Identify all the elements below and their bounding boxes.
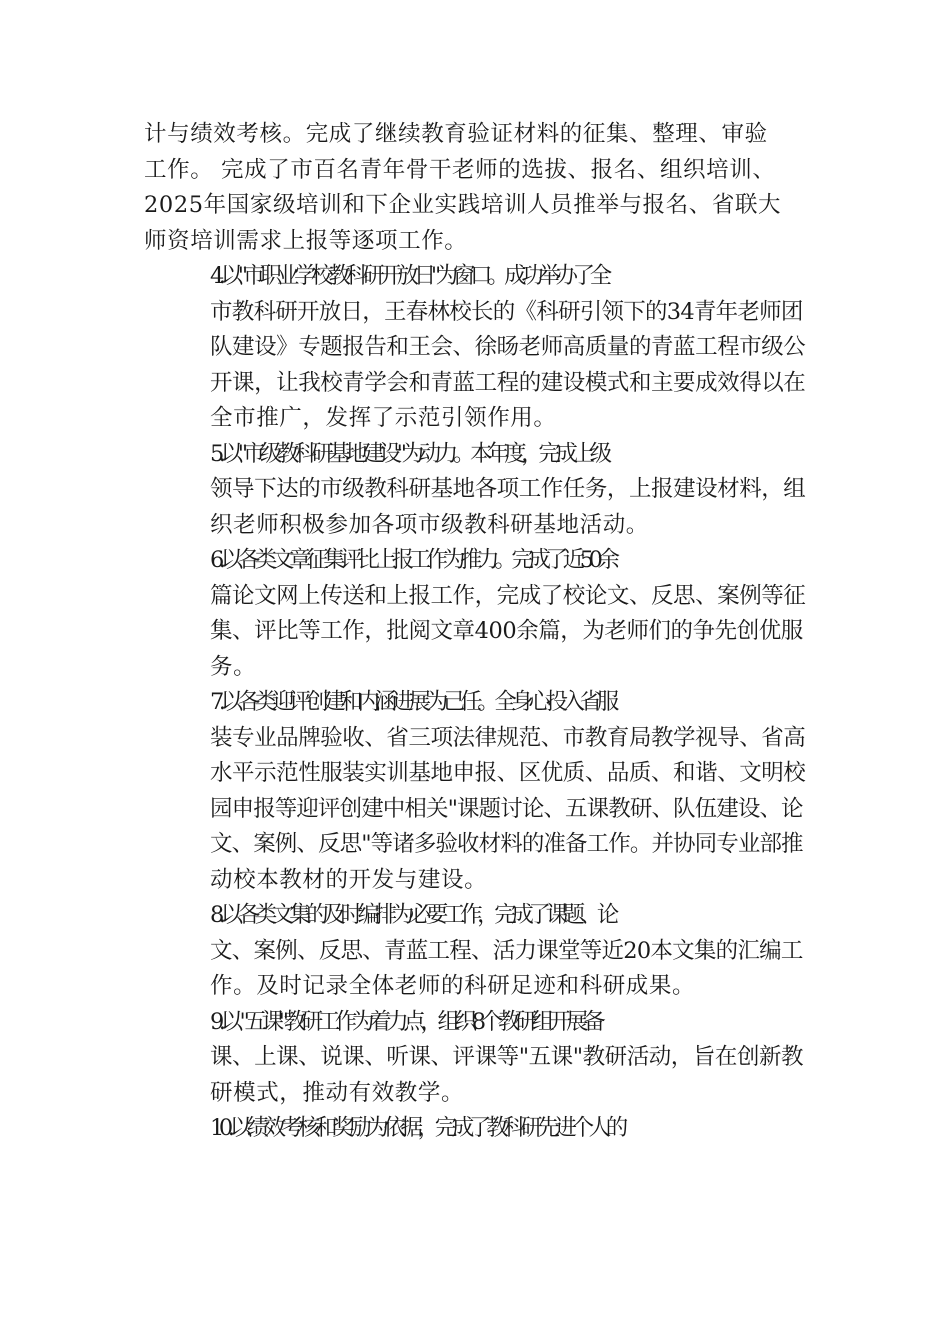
text-line: 务。 xyxy=(210,653,257,680)
text-line: 水平示范性服装实训基地申报、区优质、品质、和谐、文明校 xyxy=(210,760,806,786)
text-line: 计与绩效考核。完成了继续教育验证材料的征集、整理、审验 xyxy=(144,121,768,147)
paragraph xyxy=(144,685,806,898)
text-line: 园申报等迎评创建中相关"课题讨论、五课教研、队伍建设、论 xyxy=(210,795,803,822)
paragraph xyxy=(144,437,806,544)
text-line: 文、案例、反思、青蓝工程、活力课堂等近20本文集的汇编工 xyxy=(210,937,803,964)
text-line: 8.以各类文集的及时编排为必要工作，完成了课题、论 xyxy=(210,902,614,928)
text-line: 工作。 完成了市百名青年骨干老师的选拔、报名、组织培训、 xyxy=(144,156,776,183)
text-line: 集、评比等工作，批阅文章400余篇，为老师们的争先创优服 xyxy=(210,618,803,644)
paragraph xyxy=(144,543,806,685)
text-line: 4.以"市职业学校教科研开放日"为窗口。成功举办了全 xyxy=(210,263,607,289)
text-line: 动校本教材的开发与建设。 xyxy=(210,866,488,893)
text-line: 课、上课、说课、听课、评课等"五课"教研活动，旨在创新教 xyxy=(210,1044,804,1070)
paragraph xyxy=(144,898,806,1005)
text-line: 9.以 "五课"教研工作为着力点，组织8个教研组开展备 xyxy=(210,1008,601,1035)
text-line: 队建设》专题报告和王会、徐旸老师高质量的青蓝工程市级公 xyxy=(210,334,806,360)
text-line: 领导下达的市级教科研基地各项工作任务，上报建设材料，组 xyxy=(210,476,806,502)
paragraph xyxy=(144,259,806,437)
text-line: 织老师积极参加各项市级教科研基地活动。 xyxy=(210,511,649,538)
text-line: 市教科研开放日，王春林校长的《科研引领下的34青年老师团 xyxy=(210,298,803,325)
text-line: 7.以各类迎评创建和内涵进展为己任。全身心投入省服 xyxy=(210,689,614,715)
text-line: 篇论文网上传送和上报工作，完成了校论文、反思、案例等征 xyxy=(210,582,806,609)
text-line: 10.以绩效考核和奖励为依据，完成了教科研先进个人的 xyxy=(210,1115,623,1141)
text-line: 开课，让我校青学会和青蓝工程的建设模式和主要成效得以在 xyxy=(210,369,806,396)
document-body xyxy=(144,117,806,1147)
text-line: 5.以"市级教科研基地建设"为动力。本年度，完成上级 xyxy=(210,440,607,467)
text-line: 装专业品牌验收、省三项法律规范、市教育局教学视导、省高 xyxy=(210,724,806,751)
paragraph xyxy=(144,117,806,259)
text-line: 6.以各类文章征集评比上报工作为推力。完成了近50余 xyxy=(210,547,615,573)
text-line: 研模式，推动有效教学。 xyxy=(210,1079,465,1106)
text-line: 文、案例、反思"等诸多验收材料的准备工作。并协同专业部推 xyxy=(210,831,803,857)
text-line: 师资培训需求上报等逐项工作。 xyxy=(144,227,468,254)
paragraph xyxy=(144,1111,806,1147)
text-line: 2025年国家级培训和下企业实践培训人员推举与报名、省联大 xyxy=(144,192,782,218)
text-line: 作。及时记录全体老师的科研足迹和科研成果。 xyxy=(210,973,696,999)
paragraph xyxy=(144,1005,806,1112)
text-line: 全市推广，发挥了示范引领作用。 xyxy=(210,405,557,431)
